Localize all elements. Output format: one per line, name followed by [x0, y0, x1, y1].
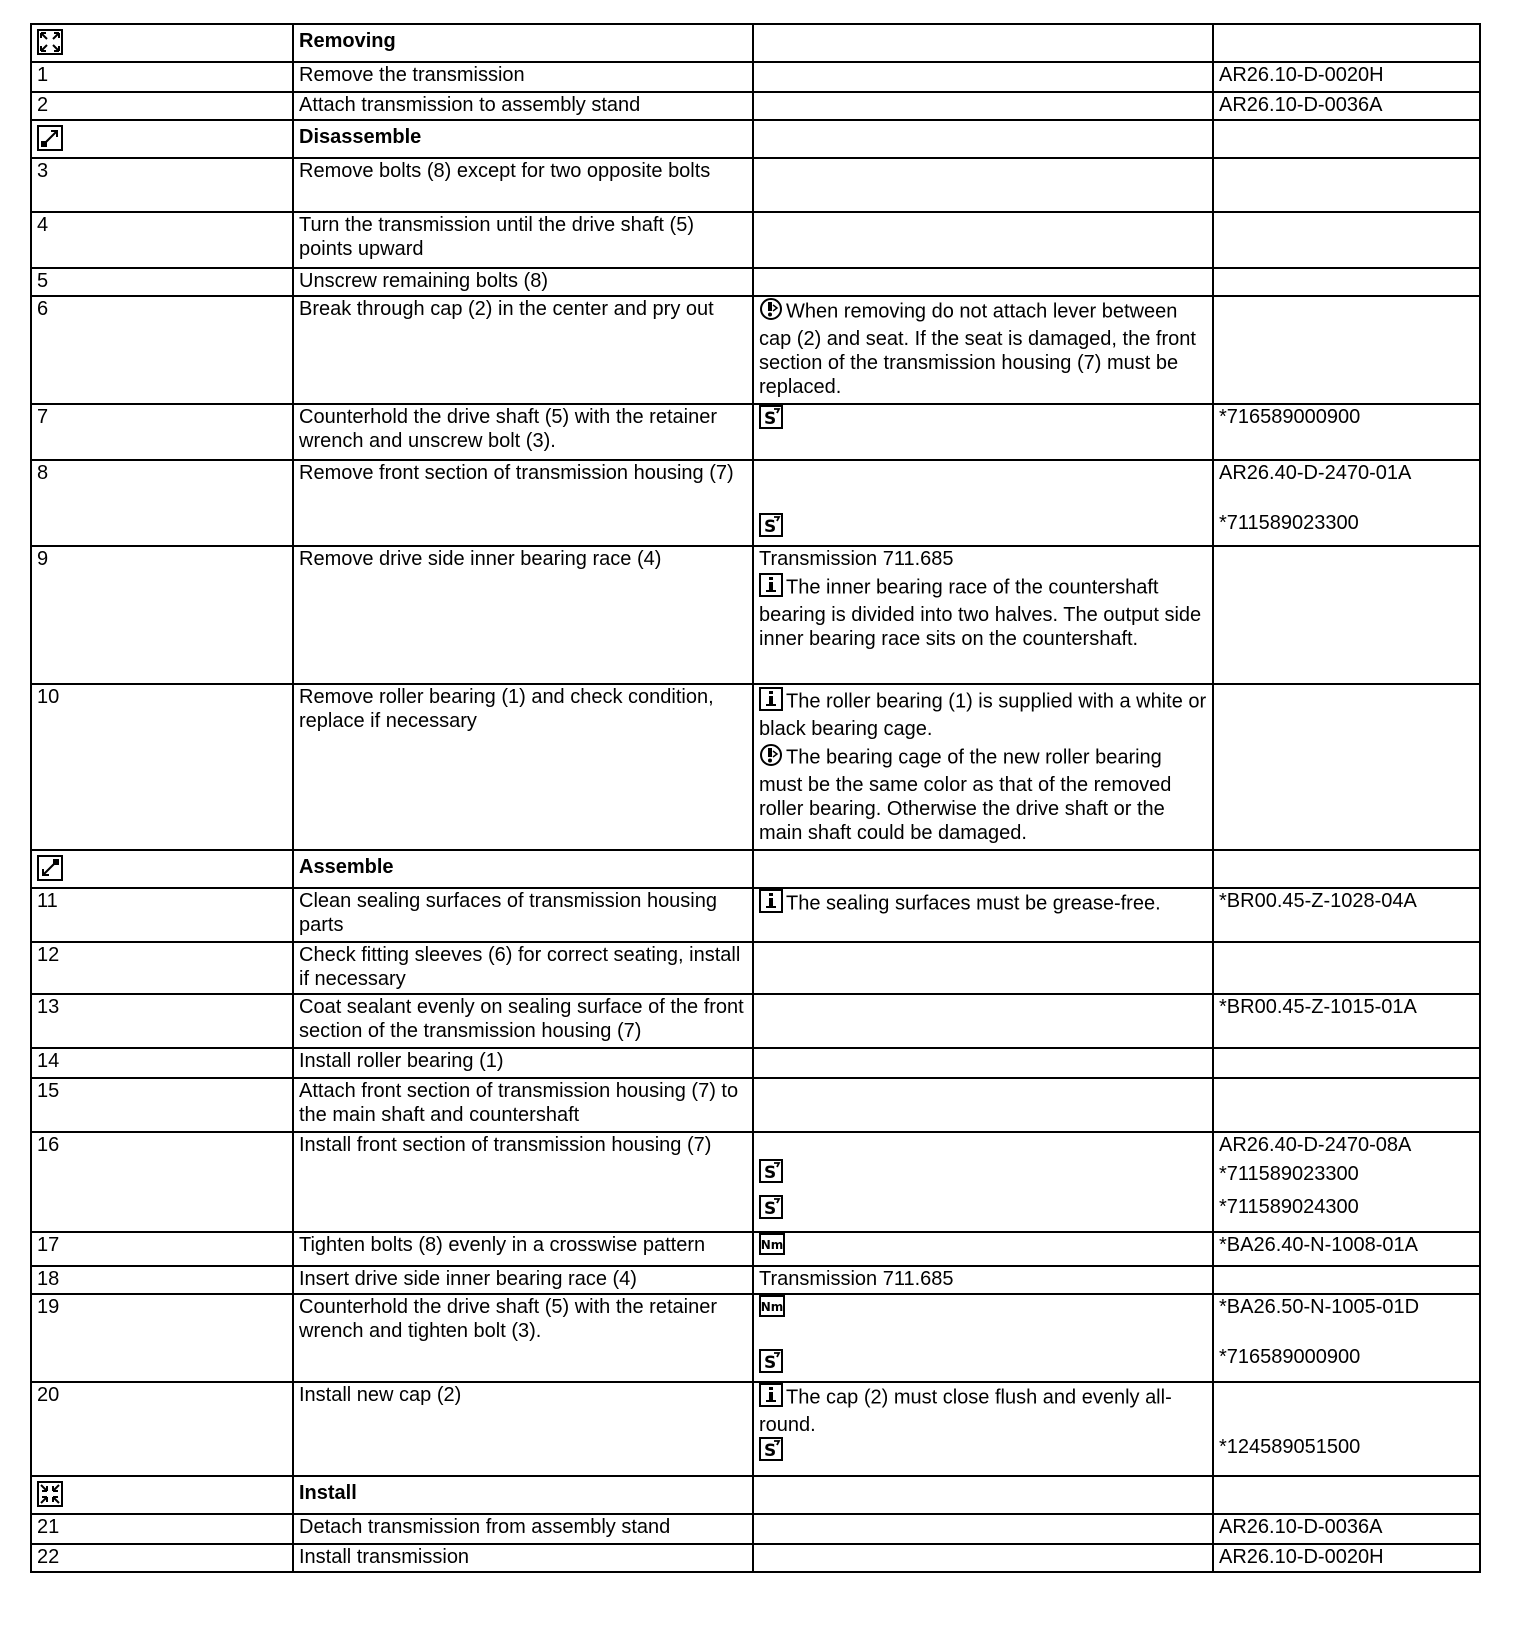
reference: AR26.10-D-0036A	[1213, 92, 1480, 120]
svg-text:S: S	[764, 1199, 777, 1219]
step-text: Install front section of transmission housing (7)	[293, 1132, 753, 1232]
table-row	[31, 994, 1480, 1048]
table-row	[31, 1048, 1480, 1078]
table-row	[31, 684, 1480, 850]
transmission-label: Transmission 711.685	[759, 548, 954, 570]
section-row-install	[31, 1476, 1480, 1514]
reference: AR26.10-D-0020H	[1213, 1544, 1480, 1572]
special-tool-icon	[759, 1159, 783, 1189]
step-number: 13	[31, 994, 293, 1048]
svg-text:S: S	[764, 1441, 777, 1461]
caution-icon	[759, 297, 783, 327]
step-number: 6	[31, 296, 293, 404]
step-text: Install roller bearing (1)	[293, 1048, 753, 1078]
step-number: 9	[31, 546, 293, 684]
table-row	[31, 158, 1480, 212]
step-number: 15	[31, 1078, 293, 1132]
step-number: 14	[31, 1048, 293, 1078]
step-number: 21	[31, 1514, 293, 1544]
reference: AR26.40-D-2470-08A	[1219, 1134, 1412, 1156]
section-title: Removing	[293, 24, 753, 62]
step-number: 22	[31, 1544, 293, 1572]
transmission-label: Transmission 711.685	[753, 1266, 1213, 1294]
step-number: 4	[31, 212, 293, 268]
torque-icon-label: Nm	[760, 1300, 784, 1314]
table-row	[31, 1294, 1480, 1382]
torque-nm-icon	[759, 1233, 785, 1261]
caution-icon	[759, 743, 783, 773]
step-text: Install transmission	[293, 1544, 753, 1572]
info-note: The sealing surfaces must be grease-free.	[786, 892, 1161, 915]
step-text: Remove bolts (8) except for two opposite bolts	[293, 158, 753, 212]
reference: AR26.10-D-0036A	[1213, 1514, 1480, 1544]
step-text: Counterhold the drive shaft (5) with the retainer wrench and unscrew bolt (3).	[293, 404, 753, 460]
section-row-assemble	[31, 850, 1480, 888]
special-tool-icon	[759, 1195, 783, 1225]
removing-icon	[37, 29, 63, 61]
table-row	[31, 1232, 1480, 1266]
special-tool-icon	[759, 1349, 783, 1379]
special-tool-icon	[759, 1437, 783, 1467]
step-text: Turn the transmission until the drive shaft (5) points upward	[293, 212, 753, 268]
step-text: Unscrew remaining bolts (8)	[293, 268, 753, 296]
section-title: Install	[293, 1476, 753, 1514]
step-text: Clean sealing surfaces of transmission housing parts	[293, 888, 753, 942]
step-text: Tighten bolts (8) evenly in a crosswise pattern	[293, 1232, 753, 1266]
step-text: Counterhold the drive shaft (5) with the retainer wrench and tighten bolt (3).	[293, 1294, 753, 1382]
reference: *711589023300	[1219, 512, 1359, 534]
step-text: Remove roller bearing (1) and check condition, replace if necessary	[293, 684, 753, 850]
section-row-disassemble	[31, 120, 1480, 158]
info-icon	[759, 687, 783, 717]
step-number: 5	[31, 268, 293, 296]
reference: *BA26.50-N-1005-01D	[1219, 1296, 1420, 1318]
reference: *711589023300	[1219, 1163, 1359, 1185]
step-text: Check fitting sleeves (6) for correct seating, install if necessary	[293, 942, 753, 994]
step-text: Break through cap (2) in the center and pry out	[293, 296, 753, 404]
svg-text:S: S	[764, 409, 777, 429]
reference: AR26.40-D-2470-01A	[1219, 462, 1412, 484]
section-title: Assemble	[293, 850, 753, 888]
svg-text:S: S	[764, 1163, 777, 1183]
step-number: 20	[31, 1382, 293, 1476]
caution-note: When removing do not attach lever between cap (2) and seat. If the seat is damaged, the front section of the transmission housing (7) must be replaced.	[759, 300, 1196, 398]
table-row	[31, 546, 1480, 684]
table-row	[31, 942, 1480, 994]
reference: *BR00.45-Z-1028-04A	[1213, 888, 1480, 942]
torque-nm-icon	[759, 1295, 785, 1323]
table-row	[31, 1266, 1480, 1294]
step-text: Attach front section of transmission housing (7) to the main shaft and countershaft	[293, 1078, 753, 1132]
step-text: Coat sealant evenly on sealing surface of the front section of the transmission housing (7)	[293, 994, 753, 1048]
step-number: 3	[31, 158, 293, 212]
step-number: 16	[31, 1132, 293, 1232]
table-row	[31, 404, 1480, 460]
table-row	[31, 268, 1480, 296]
reference: *124589051500	[1219, 1436, 1361, 1458]
table-row	[31, 1514, 1480, 1544]
table-row	[31, 1132, 1480, 1232]
step-text: Remove drive side inner bearing race (4)	[293, 546, 753, 684]
table-row	[31, 1078, 1480, 1132]
special-tool-icon	[759, 405, 783, 435]
table-row	[31, 1382, 1480, 1476]
info-icon	[759, 889, 783, 919]
step-text: Detach transmission from assembly stand	[293, 1514, 753, 1544]
step-text: Remove the transmission	[293, 62, 753, 92]
step-number: 7	[31, 404, 293, 460]
torque-icon-label: Nm	[760, 1238, 784, 1252]
info-icon	[759, 573, 783, 603]
install-icon	[37, 1481, 63, 1513]
step-number: 11	[31, 888, 293, 942]
reference: *BR00.45-Z-1015-01A	[1213, 994, 1480, 1048]
step-text: Install new cap (2)	[293, 1382, 753, 1476]
table-row	[31, 888, 1480, 942]
reference: *716589000900	[1219, 1346, 1361, 1368]
step-number: 12	[31, 942, 293, 994]
disassemble-icon	[37, 125, 63, 157]
table-row	[31, 296, 1480, 404]
svg-text:S: S	[764, 1353, 777, 1373]
reference: *BA26.40-N-1008-01A	[1213, 1232, 1480, 1266]
reference: *716589000900	[1213, 404, 1480, 460]
reference: *711589024300	[1219, 1196, 1359, 1218]
table-row	[31, 1544, 1480, 1572]
section-title: Disassemble	[293, 120, 753, 158]
step-number: 18	[31, 1266, 293, 1294]
info-icon	[759, 1383, 783, 1413]
info-note: The roller bearing (1) is supplied with a white or black bearing cage.	[759, 690, 1207, 740]
svg-text:S: S	[764, 517, 777, 537]
step-number: 17	[31, 1232, 293, 1266]
step-text: Insert drive side inner bearing race (4)	[293, 1266, 753, 1294]
info-note: The inner bearing race of the countershaft bearing is divided into two halves. The output side inner bearing race sits on the countershaft.	[759, 576, 1202, 650]
special-tool-icon	[759, 513, 783, 543]
step-number: 8	[31, 460, 293, 546]
caution-note: The bearing cage of the new roller bearing must be the same color as that of the removed roller bearing. Otherwise the drive shaft or the main shaft could be damaged.	[759, 746, 1172, 844]
step-text: Attach transmission to assembly stand	[293, 92, 753, 120]
info-note: The cap (2) must close flush and evenly all-round.	[759, 1386, 1172, 1436]
table-row	[31, 62, 1480, 92]
assemble-icon	[37, 855, 63, 887]
step-number: 2	[31, 92, 293, 120]
step-number: 19	[31, 1294, 293, 1382]
step-text: Remove front section of transmission housing (7)	[293, 460, 753, 546]
section-row-removing	[31, 24, 1480, 62]
reference: AR26.10-D-0020H	[1213, 62, 1480, 92]
step-number: 1	[31, 62, 293, 92]
table-row	[31, 212, 1480, 268]
procedure-table	[30, 23, 1481, 1573]
table-row	[31, 92, 1480, 120]
step-number: 10	[31, 684, 293, 850]
table-row	[31, 460, 1480, 546]
